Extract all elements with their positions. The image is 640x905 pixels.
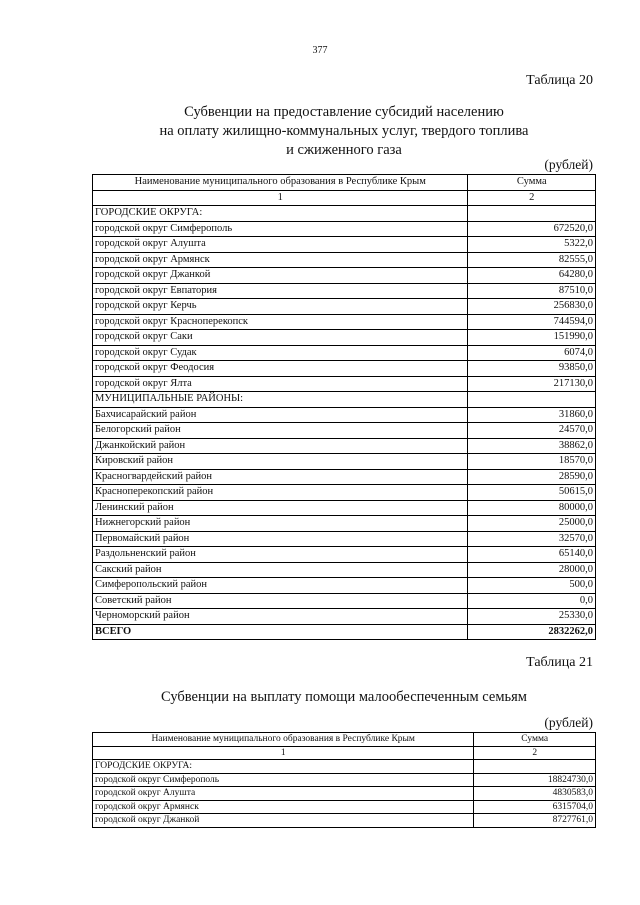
row-value: 5322,0 — [468, 237, 596, 253]
section-heading: МУНИЦИПАЛЬНЫЕ РАЙОНЫ: — [93, 392, 468, 408]
row-value: 25000,0 — [468, 516, 596, 532]
row-name: Ленинский район — [93, 500, 468, 516]
row-value: 217130,0 — [468, 376, 596, 392]
table-row — [93, 454, 596, 470]
row-name: Черноморский район — [93, 609, 468, 625]
row-value: 38862,0 — [468, 438, 596, 454]
column-header-sum: Сумма — [474, 733, 596, 747]
table-row — [93, 531, 596, 547]
row-value: 4830583,0 — [474, 787, 596, 801]
column-number-row — [93, 746, 596, 760]
row-name: Сакский район — [93, 562, 468, 578]
table-row — [93, 609, 596, 625]
column-number: 1 — [93, 190, 468, 206]
column-header-name: Наименование муниципального образования в Республике Крым — [93, 175, 468, 191]
table-row — [93, 485, 596, 501]
table-row — [93, 407, 596, 423]
total-label: ВСЕГО — [93, 624, 468, 640]
table-row — [93, 283, 596, 299]
row-name: городской округ Феодосия — [93, 361, 468, 377]
row-name: Кировский район — [93, 454, 468, 470]
table-21-title — [92, 688, 596, 707]
section-row — [93, 206, 596, 222]
table-row — [93, 562, 596, 578]
table-row — [93, 221, 596, 237]
row-name: городской округ Симферополь — [93, 221, 468, 237]
row-name: городской округ Джанкой — [93, 814, 474, 828]
empty-cell — [474, 760, 596, 774]
row-value: 82555,0 — [468, 252, 596, 268]
column-header-name: Наименование муниципального образования в Республике Крым — [93, 733, 474, 747]
table-row — [93, 500, 596, 516]
row-value: 24570,0 — [468, 423, 596, 439]
table-row — [93, 800, 596, 814]
header-row — [93, 175, 596, 191]
row-name: городской округ Керчь — [93, 299, 468, 315]
section-heading: ГОРОДСКИЕ ОКРУГА: — [93, 206, 468, 222]
row-value: 93850,0 — [468, 361, 596, 377]
row-name: Белогорский район — [93, 423, 468, 439]
row-value: 64280,0 — [468, 268, 596, 284]
empty-cell — [468, 206, 596, 222]
row-name: Раздольненский район — [93, 547, 468, 563]
table-21-label: Таблица 21 — [526, 655, 593, 670]
row-name: городской округ Красноперекопск — [93, 314, 468, 330]
row-value: 151990,0 — [468, 330, 596, 346]
section-row — [93, 392, 596, 408]
empty-cell — [468, 392, 596, 408]
title-line: Субвенции на предоставление субсидий населению — [184, 104, 504, 120]
row-value: 87510,0 — [468, 283, 596, 299]
title-line: на оплату жилищно-коммунальных услуг, твердого топлива — [159, 123, 529, 139]
header-row — [93, 733, 596, 747]
table-20 — [92, 174, 596, 640]
table-21 — [92, 732, 596, 828]
table-row — [93, 814, 596, 828]
table-row — [93, 330, 596, 346]
row-value: 672520,0 — [468, 221, 596, 237]
row-name: городской округ Саки — [93, 330, 468, 346]
row-value: 18824730,0 — [474, 773, 596, 787]
table-row — [93, 773, 596, 787]
total-value: 2832262,0 — [468, 624, 596, 640]
row-name: городской округ Симферополь — [93, 773, 474, 787]
table-row — [93, 268, 596, 284]
row-name: Красногвардейский район — [93, 469, 468, 485]
row-value: 31860,0 — [468, 407, 596, 423]
section-heading: ГОРОДСКИЕ ОКРУГА: — [93, 760, 474, 774]
table-row — [93, 423, 596, 439]
row-value: 0,0 — [468, 593, 596, 609]
row-name: Нижнегорский район — [93, 516, 468, 532]
table-row — [93, 252, 596, 268]
table-row — [93, 469, 596, 485]
table-row — [93, 345, 596, 361]
column-number: 2 — [468, 190, 596, 206]
table-row — [93, 516, 596, 532]
column-number-row — [93, 190, 596, 206]
row-value: 65140,0 — [468, 547, 596, 563]
table-row — [93, 593, 596, 609]
title-line: и сжиженного газа — [286, 142, 402, 158]
row-value: 8727761,0 — [474, 814, 596, 828]
table-20-title — [92, 103, 596, 160]
column-header-sum: Сумма — [468, 175, 596, 191]
row-name: Джанкойский район — [93, 438, 468, 454]
row-name: Красноперекопский район — [93, 485, 468, 501]
table-row — [93, 547, 596, 563]
row-name: городской округ Армянск — [93, 800, 474, 814]
row-name: городской округ Судак — [93, 345, 468, 361]
row-value: 25330,0 — [468, 609, 596, 625]
row-value: 6074,0 — [468, 345, 596, 361]
row-value: 50615,0 — [468, 485, 596, 501]
row-value: 28000,0 — [468, 562, 596, 578]
row-name: городской округ Ялта — [93, 376, 468, 392]
row-name: городской округ Евпатория — [93, 283, 468, 299]
row-name: городской округ Алушта — [93, 237, 468, 253]
row-value: 28590,0 — [468, 469, 596, 485]
row-name: городской округ Алушта — [93, 787, 474, 801]
row-name: Бахчисарайский район — [93, 407, 468, 423]
total-row — [93, 624, 596, 640]
row-value: 18570,0 — [468, 454, 596, 470]
table-row — [93, 299, 596, 315]
row-value: 744594,0 — [468, 314, 596, 330]
table-row — [93, 578, 596, 594]
table-row — [93, 438, 596, 454]
row-name: Советский район — [93, 593, 468, 609]
row-value: 80000,0 — [468, 500, 596, 516]
column-number: 1 — [93, 746, 474, 760]
page-number: 377 — [312, 45, 328, 56]
row-value: 32570,0 — [468, 531, 596, 547]
row-name: городской округ Армянск — [93, 252, 468, 268]
row-value: 6315704,0 — [474, 800, 596, 814]
row-value: 500,0 — [468, 578, 596, 594]
table-21-units: (рублей) — [544, 715, 593, 730]
table-row — [93, 237, 596, 253]
section-row — [93, 760, 596, 774]
table-row — [93, 787, 596, 801]
title-line: Субвенции на выплату помощи малообеспеченным семьям — [161, 689, 527, 705]
column-number: 2 — [474, 746, 596, 760]
row-name: Первомайский район — [93, 531, 468, 547]
row-name: Симферопольский район — [93, 578, 468, 594]
row-value: 256830,0 — [468, 299, 596, 315]
table-row — [93, 314, 596, 330]
table-row — [93, 361, 596, 377]
row-name: городской округ Джанкой — [93, 268, 468, 284]
table-20-label: Таблица 20 — [526, 73, 593, 88]
table-20-units: (рублей) — [544, 157, 593, 172]
table-row — [93, 376, 596, 392]
